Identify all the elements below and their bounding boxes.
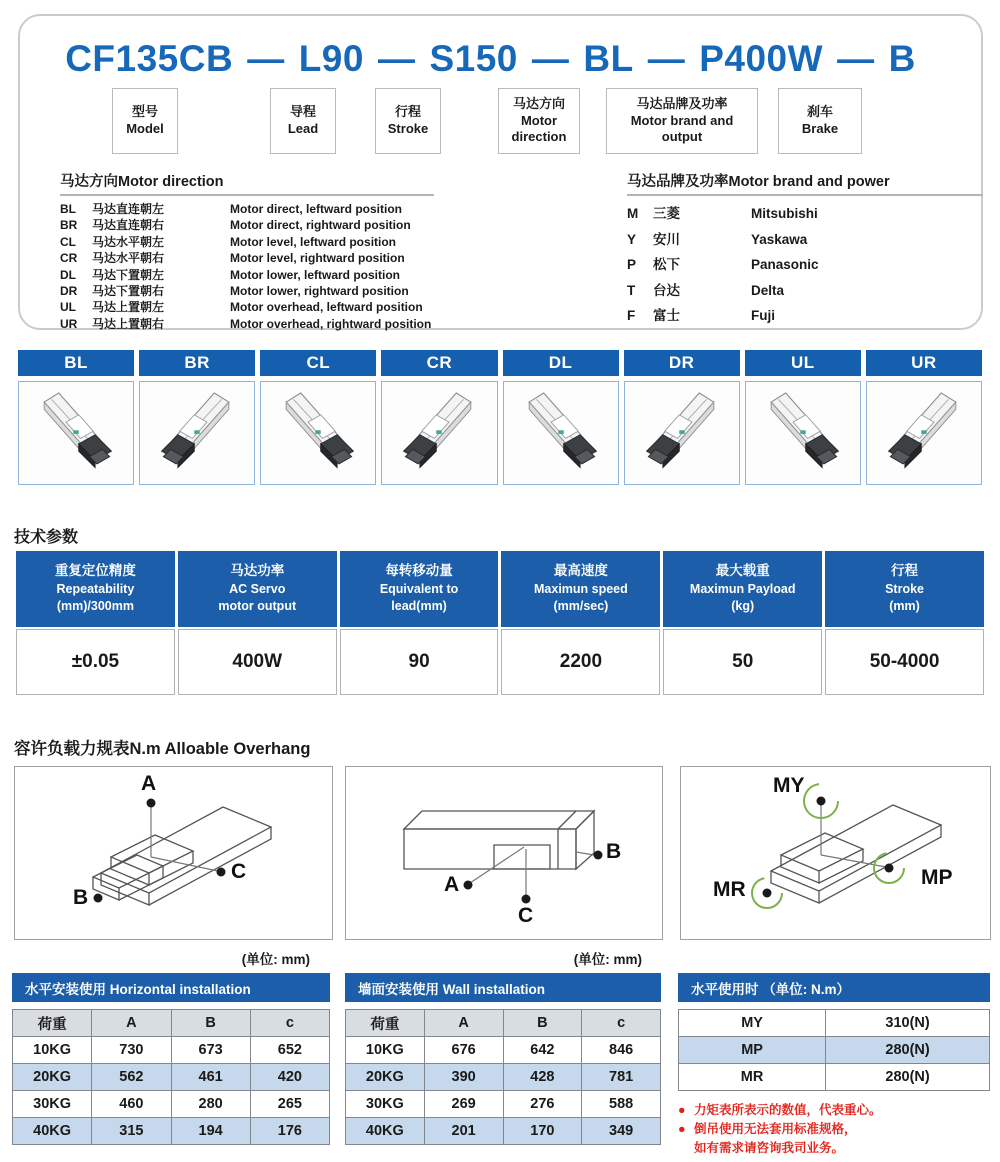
model-code-title [20, 38, 961, 80]
brand-cn: 三菱 [653, 206, 680, 221]
direction-row [60, 250, 434, 266]
cell: 349 [582, 1118, 661, 1145]
direction-code: CL [60, 234, 76, 249]
brand-row [627, 303, 983, 329]
tech-value-cell: 2200 [501, 629, 660, 695]
box-label-en: Lead [287, 121, 319, 136]
variant-image-box [624, 381, 740, 485]
direction-row [60, 267, 434, 283]
table-row [679, 1010, 990, 1037]
tech-value-cell: 50 [663, 629, 822, 695]
cell: 30KG [346, 1091, 425, 1118]
motor-brand-heading: 马达品牌及功率Motor brand and power [627, 170, 983, 196]
direction-row [60, 283, 434, 299]
direction-cn: 马达下置朝右 [92, 284, 165, 299]
direction-row [60, 299, 434, 315]
cell: 390 [424, 1064, 503, 1091]
motor-brand-section [627, 170, 983, 329]
box-label-cn: 型号 [131, 104, 158, 120]
brand-code: F [627, 308, 636, 323]
box-label-en: Brake [801, 121, 839, 136]
variant-cell-bl [18, 350, 134, 485]
overhang-title: 容许负载力规表N.m Alloable Overhang [14, 740, 311, 758]
variant-label: UR [866, 350, 982, 376]
tech-header-cell: 每转移动量 Equivalent to lead(mm) [340, 551, 499, 627]
note-line: 如有需求请咨询我司业务。 [694, 1140, 845, 1155]
moment-value: 280(N) [826, 1064, 990, 1091]
actuator-image [753, 385, 853, 481]
direction-code: UL [60, 300, 76, 315]
variant-image-box [260, 381, 376, 485]
model-box-brake [778, 88, 862, 154]
variant-cell-cr [381, 350, 497, 485]
table-row [13, 1064, 330, 1091]
box-label-cn: 马达方向 [512, 96, 565, 112]
tech-header-cell: 最大载重 Maximun Payload (kg) [663, 551, 822, 627]
variant-label: CL [260, 350, 376, 376]
cell: 176 [250, 1118, 329, 1145]
brand-en: Mitsubishi [751, 206, 818, 221]
cell: 428 [503, 1064, 582, 1091]
model-segment: L90 [298, 38, 364, 79]
col-header: c [250, 1010, 329, 1037]
variant-label: BR [139, 350, 255, 376]
direction-cn: 马达水平朝右 [92, 251, 165, 266]
label-a: A [444, 873, 460, 896]
variant-image-box [745, 381, 861, 485]
variant-cell-ul [745, 350, 861, 485]
direction-en: Motor overhead, rightward position [230, 316, 432, 331]
dash: — [837, 38, 875, 79]
brand-row [627, 278, 983, 304]
table-title-bar: 水平使用时 （单位: N.m） [678, 973, 990, 1002]
moment-value: 310(N) [826, 1010, 990, 1037]
variant-label: UL [745, 350, 861, 376]
label-b: B [606, 840, 622, 863]
table-row [679, 1037, 990, 1064]
actuator-image [26, 385, 126, 481]
model-box-motor-brand [606, 88, 758, 154]
brand-code: Y [627, 231, 637, 247]
brand-row [627, 227, 983, 253]
variant-strip [18, 350, 982, 485]
actuator-image [147, 385, 247, 481]
model-segment: B [888, 38, 916, 79]
cell: 40KG [346, 1118, 425, 1145]
direction-code: BR [60, 218, 78, 233]
direction-code: UR [60, 316, 78, 331]
box-label-cn: 马达品牌及功率 [636, 96, 728, 112]
dash: — [647, 38, 686, 79]
box-label-cn: 行程 [394, 104, 421, 120]
direction-row [60, 316, 434, 332]
tech-value-cell: 50-4000 [825, 629, 984, 695]
model-segment: CF135CB [65, 38, 234, 79]
tech-header-cell: 最高速度 Maximun speed (mm/sec) [501, 551, 660, 627]
model-segment: P400W [699, 38, 824, 79]
table-row [13, 1091, 330, 1118]
cell: 170 [503, 1118, 582, 1145]
box-label-cn: 刹车 [806, 104, 833, 120]
brand-en: Delta [751, 282, 785, 298]
direction-cn: 马达水平朝左 [92, 234, 165, 249]
brand-code: P [627, 257, 637, 272]
direction-row [60, 201, 434, 217]
variant-cell-ur [866, 350, 982, 485]
dash: — [377, 38, 416, 79]
box-label-en: Stroke [387, 121, 429, 136]
tech-value-cell: 90 [340, 629, 499, 695]
cell: 20KG [346, 1064, 425, 1091]
variant-image-box [18, 381, 134, 485]
brand-cn: 松下 [653, 257, 680, 272]
bullet-icon: ● [678, 1121, 686, 1136]
table-row [346, 1064, 661, 1091]
table-title-bar: 水平安装使用 Horizontal installation [12, 973, 330, 1002]
actuator-image [389, 385, 489, 481]
cell: 40KG [13, 1118, 92, 1145]
model-box-model [112, 88, 178, 154]
direction-en: Motor direct, leftward position [230, 202, 403, 216]
cell: 846 [582, 1037, 661, 1064]
moment-table [678, 973, 990, 1157]
table-row [13, 1037, 330, 1064]
variant-cell-dl [503, 350, 619, 485]
cell: 642 [503, 1037, 582, 1064]
cell: 420 [250, 1064, 329, 1091]
brand-cn: 富士 [653, 308, 680, 323]
cell: 588 [582, 1091, 661, 1118]
cell: 10KG [346, 1037, 425, 1064]
label-mp: MP [921, 866, 953, 889]
direction-en: Motor overhead, leftward position [230, 300, 423, 315]
cell: 562 [92, 1064, 171, 1091]
box-label-en: Motor brand and output [630, 112, 734, 145]
brand-en: Panasonic [751, 257, 819, 272]
brand-en: Fuji [751, 308, 775, 323]
note-line: ● 倒吊使用无法套用标准规格， [678, 1120, 990, 1139]
tech-value-cell: ±0.05 [16, 629, 175, 695]
cell: 30KG [13, 1091, 92, 1118]
brand-code: M [627, 206, 639, 221]
direction-row [60, 234, 434, 250]
cell: 730 [92, 1037, 171, 1064]
direction-en: Motor lower, rightward position [230, 284, 409, 299]
table-row [679, 1064, 990, 1091]
tech-params-table [16, 551, 984, 695]
moment-key: MP [679, 1037, 826, 1064]
label-my: MY [773, 774, 805, 797]
overhang-diagram-moments [680, 766, 991, 940]
variant-image-box [139, 381, 255, 485]
label-b: B [73, 886, 89, 909]
overhang-diagram-abc-iso [14, 766, 333, 940]
col-header: 荷重 [346, 1010, 425, 1037]
table-row [346, 1037, 661, 1064]
col-header: 荷重 [13, 1010, 92, 1037]
moment-key: MR [679, 1064, 826, 1091]
actuator-image [268, 385, 368, 481]
variant-label: BL [18, 350, 134, 376]
brand-cn: 台达 [653, 282, 680, 298]
moment-key: MY [679, 1010, 826, 1037]
unit-label-mm: (单位: mm) [573, 952, 642, 967]
tech-header-row [16, 551, 984, 627]
cell: 781 [582, 1064, 661, 1091]
variant-label: CR [381, 350, 497, 376]
dash: — [247, 38, 285, 79]
direction-en: Motor direct, rightward position [230, 218, 411, 233]
brand-cn: 安川 [653, 231, 680, 247]
data-table [12, 1009, 330, 1145]
cell: 269 [424, 1091, 503, 1118]
tech-value-cell: 400W [178, 629, 337, 695]
col-header: c [582, 1010, 661, 1037]
table-title-bar: 墙面安装使用 Wall installation [345, 973, 661, 1002]
motor-direction-heading: 马达方向Motor direction [60, 170, 434, 196]
unit-label-mm: (单位: mm) [241, 952, 310, 967]
table-row [13, 1118, 330, 1145]
data-table [678, 1009, 990, 1091]
box-label-en: Motor direction [511, 112, 567, 145]
direction-row [60, 217, 434, 233]
col-header: A [424, 1010, 503, 1037]
variant-image-box [866, 381, 982, 485]
table-row [346, 1091, 661, 1118]
model-box-lead [270, 88, 336, 154]
brand-code: T [627, 282, 636, 298]
table-header-row [346, 1010, 661, 1037]
tech-header-cell: 马达功率 AC Servo motor output [178, 551, 337, 627]
brand-en: Yaskawa [751, 231, 808, 247]
cell: 652 [250, 1037, 329, 1064]
cell: 10KG [13, 1037, 92, 1064]
table-header-row [13, 1010, 330, 1037]
cell: 20KG [13, 1064, 92, 1091]
direction-cn: 马达下置朝左 [92, 267, 165, 282]
cell: 265 [250, 1091, 329, 1118]
cell: 280 [171, 1091, 250, 1118]
variant-image-box [503, 381, 619, 485]
direction-cn: 马达直连朝左 [92, 202, 165, 216]
direction-cn: 马达上置朝右 [92, 316, 165, 331]
actuator-image [632, 385, 732, 481]
model-code-panel [18, 14, 983, 330]
variant-label: DL [503, 350, 619, 376]
brand-row [627, 201, 983, 227]
red-notes [678, 1101, 990, 1157]
variant-cell-br [139, 350, 255, 485]
tech-params-title: 技术参数 [14, 529, 79, 546]
bullet-icon: ● [678, 1103, 686, 1117]
direction-en: Motor level, rightward position [230, 251, 405, 266]
horizontal-installation-table [12, 973, 330, 1145]
note-line: ● 力矩表所表示的数值，代表重心。 [678, 1101, 990, 1120]
tech-header-cell: 重复定位精度 Repeatability (mm)/300mm [16, 551, 175, 627]
overhang-wireframe [681, 767, 988, 937]
cell: 673 [171, 1037, 250, 1064]
label-mr: MR [713, 878, 746, 901]
box-label-cn: 导程 [289, 104, 316, 120]
label-c: C [518, 904, 534, 927]
col-header: B [171, 1010, 250, 1037]
cell: 461 [171, 1064, 250, 1091]
cell: 460 [92, 1091, 171, 1118]
motor-direction-section [60, 170, 434, 332]
direction-cn: 马达上置朝左 [92, 300, 165, 315]
dash: — [531, 38, 570, 79]
actuator-image [874, 385, 974, 481]
variant-cell-dr [624, 350, 740, 485]
direction-code: DR [60, 284, 78, 299]
moment-value: 280(N) [826, 1037, 990, 1064]
col-header: B [503, 1010, 582, 1037]
variant-cell-cl [260, 350, 376, 485]
tech-header-cell: 行程 Stroke (mm) [825, 551, 984, 627]
cell: 276 [503, 1091, 582, 1118]
label-a: A [141, 772, 157, 795]
model-box-motor-direction [498, 88, 580, 154]
direction-en: Motor level, leftward position [230, 234, 397, 249]
tech-value-row [16, 629, 984, 695]
overhang-wireframe [15, 767, 330, 937]
model-segment: S150 [429, 38, 518, 79]
direction-code: CR [60, 251, 78, 266]
direction-code: DL [60, 267, 76, 282]
box-label-en: Model [126, 121, 164, 136]
data-table [345, 1009, 661, 1145]
direction-cn: 马达直连朝右 [92, 218, 165, 233]
cell: 201 [424, 1118, 503, 1145]
cell: 194 [171, 1118, 250, 1145]
cell: 315 [92, 1118, 171, 1145]
model-segment: BL [583, 38, 634, 79]
overhang-diagram-abc-side [345, 766, 663, 940]
variant-label: DR [624, 350, 740, 376]
model-box-stroke [375, 88, 441, 154]
wall-installation-table [345, 973, 661, 1145]
brand-row [627, 252, 983, 278]
direction-code: BL [60, 202, 76, 216]
cell: 676 [424, 1037, 503, 1064]
actuator-image [511, 385, 611, 481]
direction-en: Motor lower, leftward position [230, 267, 401, 282]
table-row [346, 1118, 661, 1145]
col-header: A [92, 1010, 171, 1037]
label-c: C [231, 860, 247, 883]
variant-image-box [381, 381, 497, 485]
